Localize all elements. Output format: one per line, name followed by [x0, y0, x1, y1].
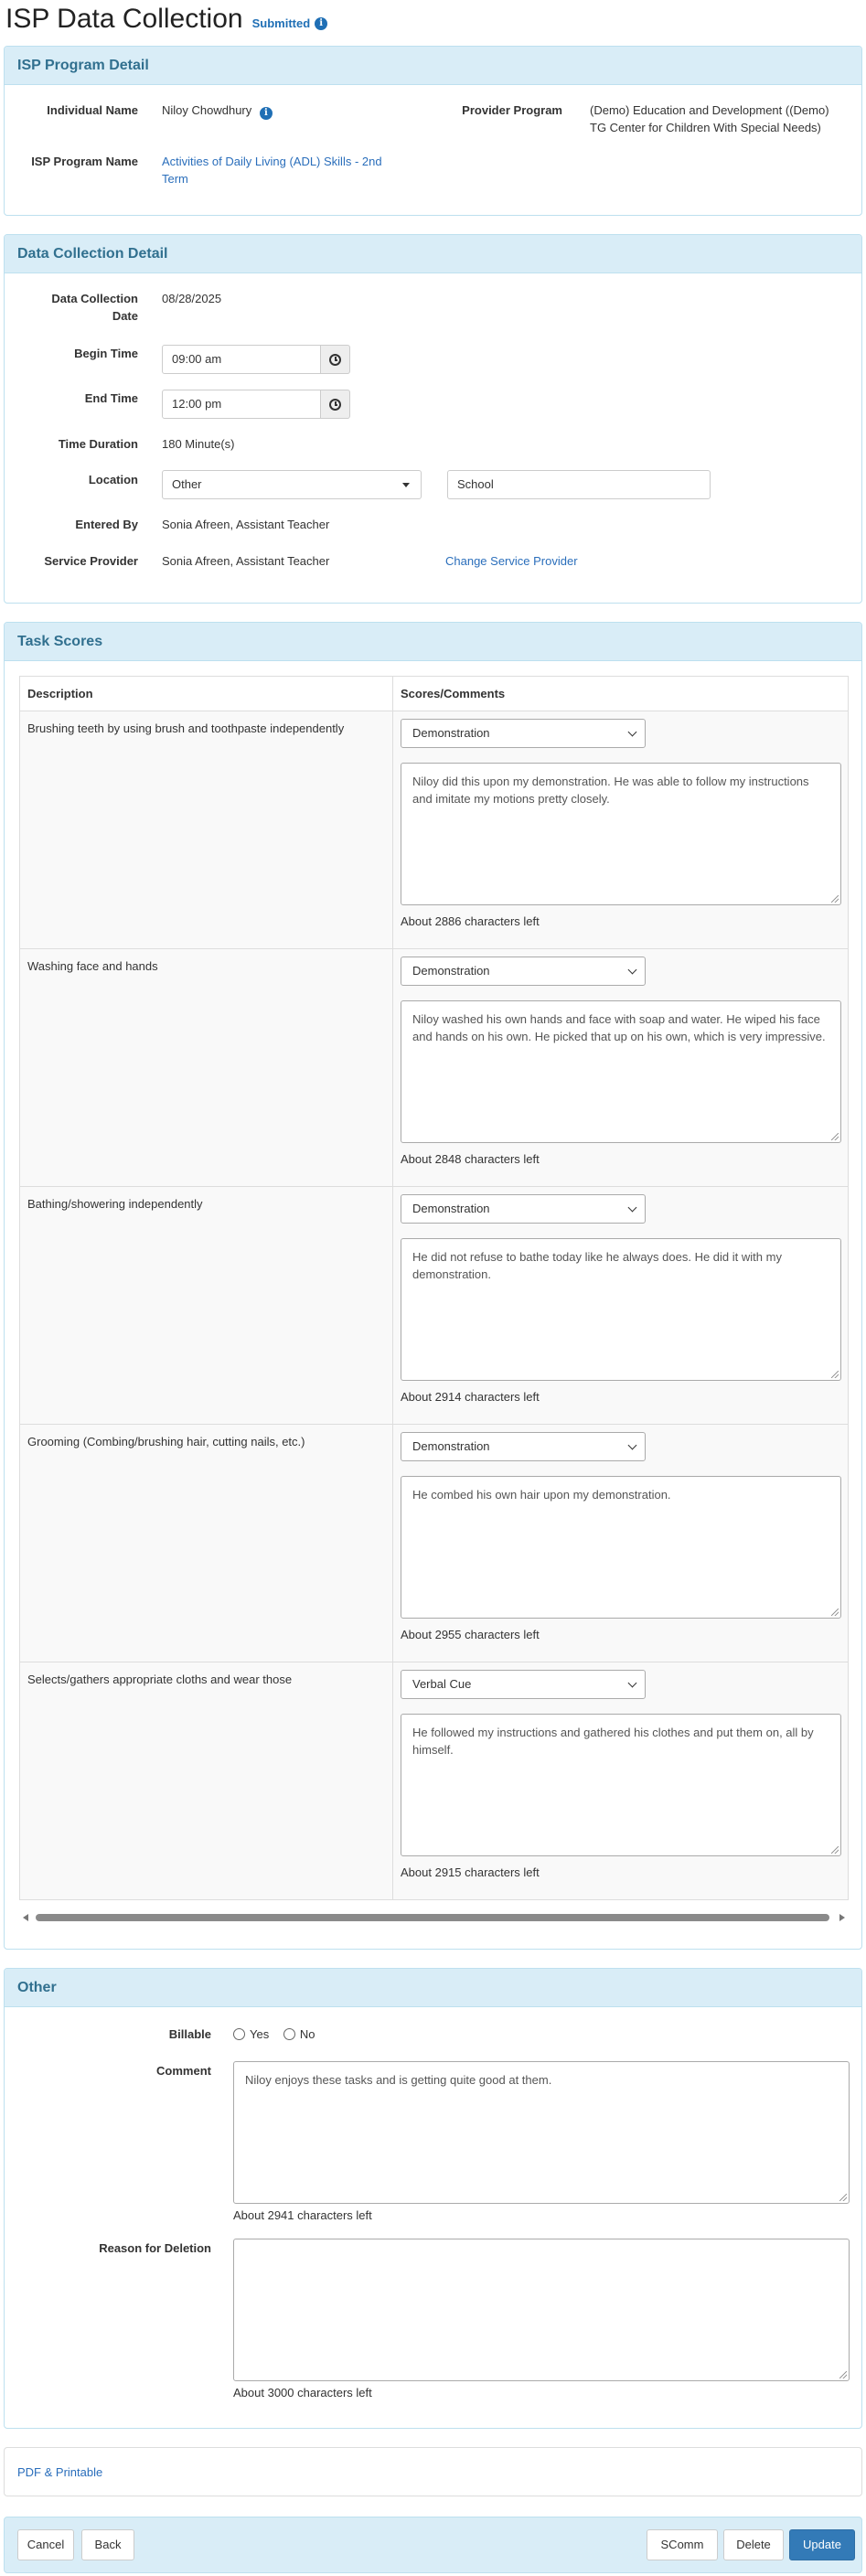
collection-date-label-line2: Date — [112, 309, 138, 323]
billable-no-option[interactable] — [283, 2027, 315, 2041]
table-row — [20, 711, 849, 949]
task-scores-panel — [4, 622, 862, 1950]
table-header-row — [20, 677, 849, 711]
chars-left: About 2914 characters left — [401, 1390, 540, 1404]
billable-yes-option[interactable] — [233, 2027, 269, 2041]
score-comment-textarea[interactable] — [401, 1714, 841, 1856]
scomm-button[interactable]: SComm — [647, 2529, 718, 2560]
chevron-down-icon — [628, 1441, 637, 1450]
billable-no-label: No — [299, 2027, 315, 2041]
caret-down-icon — [402, 483, 410, 487]
location-label: Location — [88, 473, 138, 486]
provider-program-value — [590, 102, 855, 136]
comment-chars-left: About 2941 characters left — [233, 2208, 372, 2222]
score-comment: Niloy washed his own hands and face with soap and water. He wiped his face and hands on his own. He picked that up on his own, which is very impressive. — [412, 1012, 826, 1043]
location-selected: Other — [172, 477, 202, 491]
data-collection-heading: Data Collection Detail — [5, 235, 861, 273]
score-selected: Demonstration — [412, 964, 490, 978]
location-other-input[interactable]: School — [447, 470, 711, 499]
collection-date-label — [10, 290, 138, 325]
score-select[interactable] — [401, 1194, 646, 1224]
chars-left: About 2886 characters left — [401, 914, 540, 928]
task-scores-table — [19, 676, 849, 1900]
chars-left: About 2955 characters left — [401, 1628, 540, 1641]
other-panel — [4, 1968, 862, 2429]
task-score-cell — [393, 949, 849, 1187]
program-name-line1: Activities of Daily Living (ADL) Skills - 2nd — [162, 155, 382, 168]
service-provider-value: Sonia Afreen, Assistant Teacher — [162, 554, 330, 568]
end-time-picker-button[interactable] — [321, 390, 350, 419]
score-selected: Demonstration — [412, 1202, 490, 1215]
task-description-cell — [20, 1187, 393, 1425]
provider-program-label: Provider Program — [462, 103, 562, 117]
clock-icon — [329, 399, 341, 411]
individual-name: Niloy Chowdhury — [162, 103, 252, 117]
table-row — [20, 1662, 849, 1900]
begin-time-label: Begin Time — [74, 347, 138, 360]
task-score-cell — [393, 1187, 849, 1425]
footer-action-bar — [4, 2517, 862, 2573]
task-score-cell — [393, 711, 849, 949]
task-description-cell — [20, 1662, 393, 1900]
status-badge — [252, 16, 328, 30]
duration-value: 180 Minute(s) — [162, 437, 235, 451]
service-provider-label: Service Provider — [44, 554, 138, 568]
title-row — [5, 4, 327, 40]
task-description-cell — [20, 1425, 393, 1662]
resize-grip-icon[interactable] — [831, 1609, 839, 1616]
score-comment: He followed my instructions and gathered his clothes and put them on, all by himself. — [412, 1726, 814, 1757]
task-scores-heading: Task Scores — [5, 623, 861, 661]
isp-program-panel — [4, 46, 862, 216]
task-description: Washing face and hands — [27, 959, 158, 973]
entered-by-value: Sonia Afreen, Assistant Teacher — [162, 518, 330, 531]
data-collection-panel — [4, 234, 862, 604]
chevron-down-icon — [628, 728, 637, 737]
col-scores-comments: Scores/Comments — [393, 677, 849, 711]
individual-name-label: Individual Name — [47, 103, 138, 117]
comment-textarea[interactable] — [233, 2061, 850, 2204]
table-row — [20, 1425, 849, 1662]
clock-icon — [329, 354, 341, 366]
comment-text: Niloy enjoys these tasks and is getting quite good at them. — [245, 2073, 552, 2087]
end-time-input[interactable]: 12:00 pm — [162, 390, 321, 419]
provider-program-line2: TG Center for Children With Special Needs) — [590, 121, 821, 134]
scroll-left-arrow-icon[interactable] — [23, 1914, 28, 1921]
score-select[interactable] — [401, 719, 646, 748]
score-comment: He did not refuse to bathe today like he always does. He did it with my demonstration. — [412, 1250, 782, 1281]
individual-info-icon[interactable]: i — [260, 107, 273, 120]
resize-grip-icon[interactable] — [839, 2371, 847, 2378]
resize-grip-icon[interactable] — [831, 895, 839, 903]
status-label: Submitted — [251, 16, 311, 30]
billable-yes-label: Yes — [250, 2027, 270, 2041]
task-score-cell — [393, 1662, 849, 1900]
score-comment-textarea[interactable] — [401, 1000, 841, 1143]
duration-label: Time Duration — [58, 437, 138, 451]
horizontal-scrollbar[interactable] — [19, 1911, 849, 1924]
radio-yes[interactable] — [233, 2028, 245, 2040]
provider-program-line1: (Demo) Education and Development ((Demo) — [590, 103, 829, 117]
scrollbar-thumb[interactable] — [36, 1914, 829, 1921]
info-icon[interactable]: i — [315, 17, 327, 30]
deletion-reason-textarea[interactable] — [233, 2239, 850, 2381]
chars-left: About 2848 characters left — [401, 1152, 540, 1166]
resize-grip-icon[interactable] — [839, 2194, 847, 2201]
score-selected: Demonstration — [412, 1439, 490, 1453]
billable-options — [233, 2026, 315, 2043]
task-description: Grooming (Combing/brushing hair, cutting nails, etc.) — [27, 1435, 305, 1448]
program-name-label: ISP Program Name — [31, 155, 138, 168]
table-row — [20, 949, 849, 1187]
task-description: Bathing/showering independently — [27, 1197, 203, 1211]
individual-name-value — [162, 102, 273, 120]
score-selected: Demonstration — [412, 726, 490, 740]
begin-time-input[interactable]: 09:00 am — [162, 345, 321, 374]
end-time-label: End Time — [84, 391, 138, 405]
entered-by-label: Entered By — [75, 518, 138, 531]
resize-grip-icon[interactable] — [831, 1846, 839, 1854]
col-description: Description — [20, 677, 393, 711]
score-comment-textarea[interactable] — [401, 763, 841, 905]
scroll-right-arrow-icon[interactable] — [839, 1914, 845, 1921]
program-name-line2: Term — [162, 172, 188, 186]
resize-grip-icon[interactable] — [831, 1133, 839, 1140]
chevron-down-icon — [628, 966, 637, 975]
update-button[interactable]: Update — [789, 2529, 855, 2560]
collection-date-label-line1: Data Collection — [51, 292, 138, 305]
task-description: Brushing teeth by using brush and toothpaste independently — [27, 721, 345, 735]
program-name-link[interactable] — [162, 153, 427, 187]
radio-no[interactable] — [283, 2028, 295, 2040]
collection-date-value: 08/28/2025 — [162, 292, 222, 305]
pdf-printable-link[interactable]: PDF & Printable — [17, 2465, 103, 2479]
isp-program-heading: ISP Program Detail — [5, 47, 861, 85]
deletion-chars-left: About 3000 characters left — [233, 2386, 372, 2400]
change-service-provider-link[interactable]: Change Service Provider — [445, 554, 578, 568]
back-button[interactable]: Back — [81, 2529, 134, 2560]
task-description-cell — [20, 711, 393, 949]
task-score-cell — [393, 1425, 849, 1662]
chevron-down-icon — [628, 1679, 637, 1688]
table-row — [20, 1187, 849, 1425]
deletion-reason-label: Reason for Deletion — [99, 2241, 211, 2255]
task-description: Selects/gathers appropriate cloths and wear those — [27, 1673, 293, 1686]
task-description-cell — [20, 949, 393, 1187]
resize-grip-icon[interactable] — [831, 1371, 839, 1378]
score-comment: Niloy did this upon my demonstration. He was able to follow my instructions and imitate my motions pretty closely. — [412, 775, 809, 806]
score-select[interactable] — [401, 1670, 646, 1699]
score-selected: Verbal Cue — [412, 1677, 472, 1691]
score-comment-textarea[interactable] — [401, 1476, 841, 1619]
location-select[interactable] — [162, 470, 422, 499]
pdf-panel — [4, 2447, 862, 2496]
comment-label: Comment — [156, 2064, 211, 2078]
delete-button[interactable]: Delete — [723, 2529, 784, 2560]
score-comment: He combed his own hair upon my demonstration. — [412, 1488, 671, 1502]
chevron-down-icon — [628, 1203, 637, 1213]
billable-label: Billable — [168, 2027, 211, 2041]
score-select[interactable] — [401, 1432, 646, 1461]
score-comment-textarea[interactable] — [401, 1238, 841, 1381]
score-select[interactable] — [401, 957, 646, 986]
cancel-button[interactable]: Cancel — [17, 2529, 74, 2560]
begin-time-picker-button[interactable] — [321, 345, 350, 374]
page-title: ISP Data Collection — [5, 4, 243, 34]
other-heading: Other — [5, 1969, 861, 2007]
chars-left: About 2915 characters left — [401, 1865, 540, 1879]
